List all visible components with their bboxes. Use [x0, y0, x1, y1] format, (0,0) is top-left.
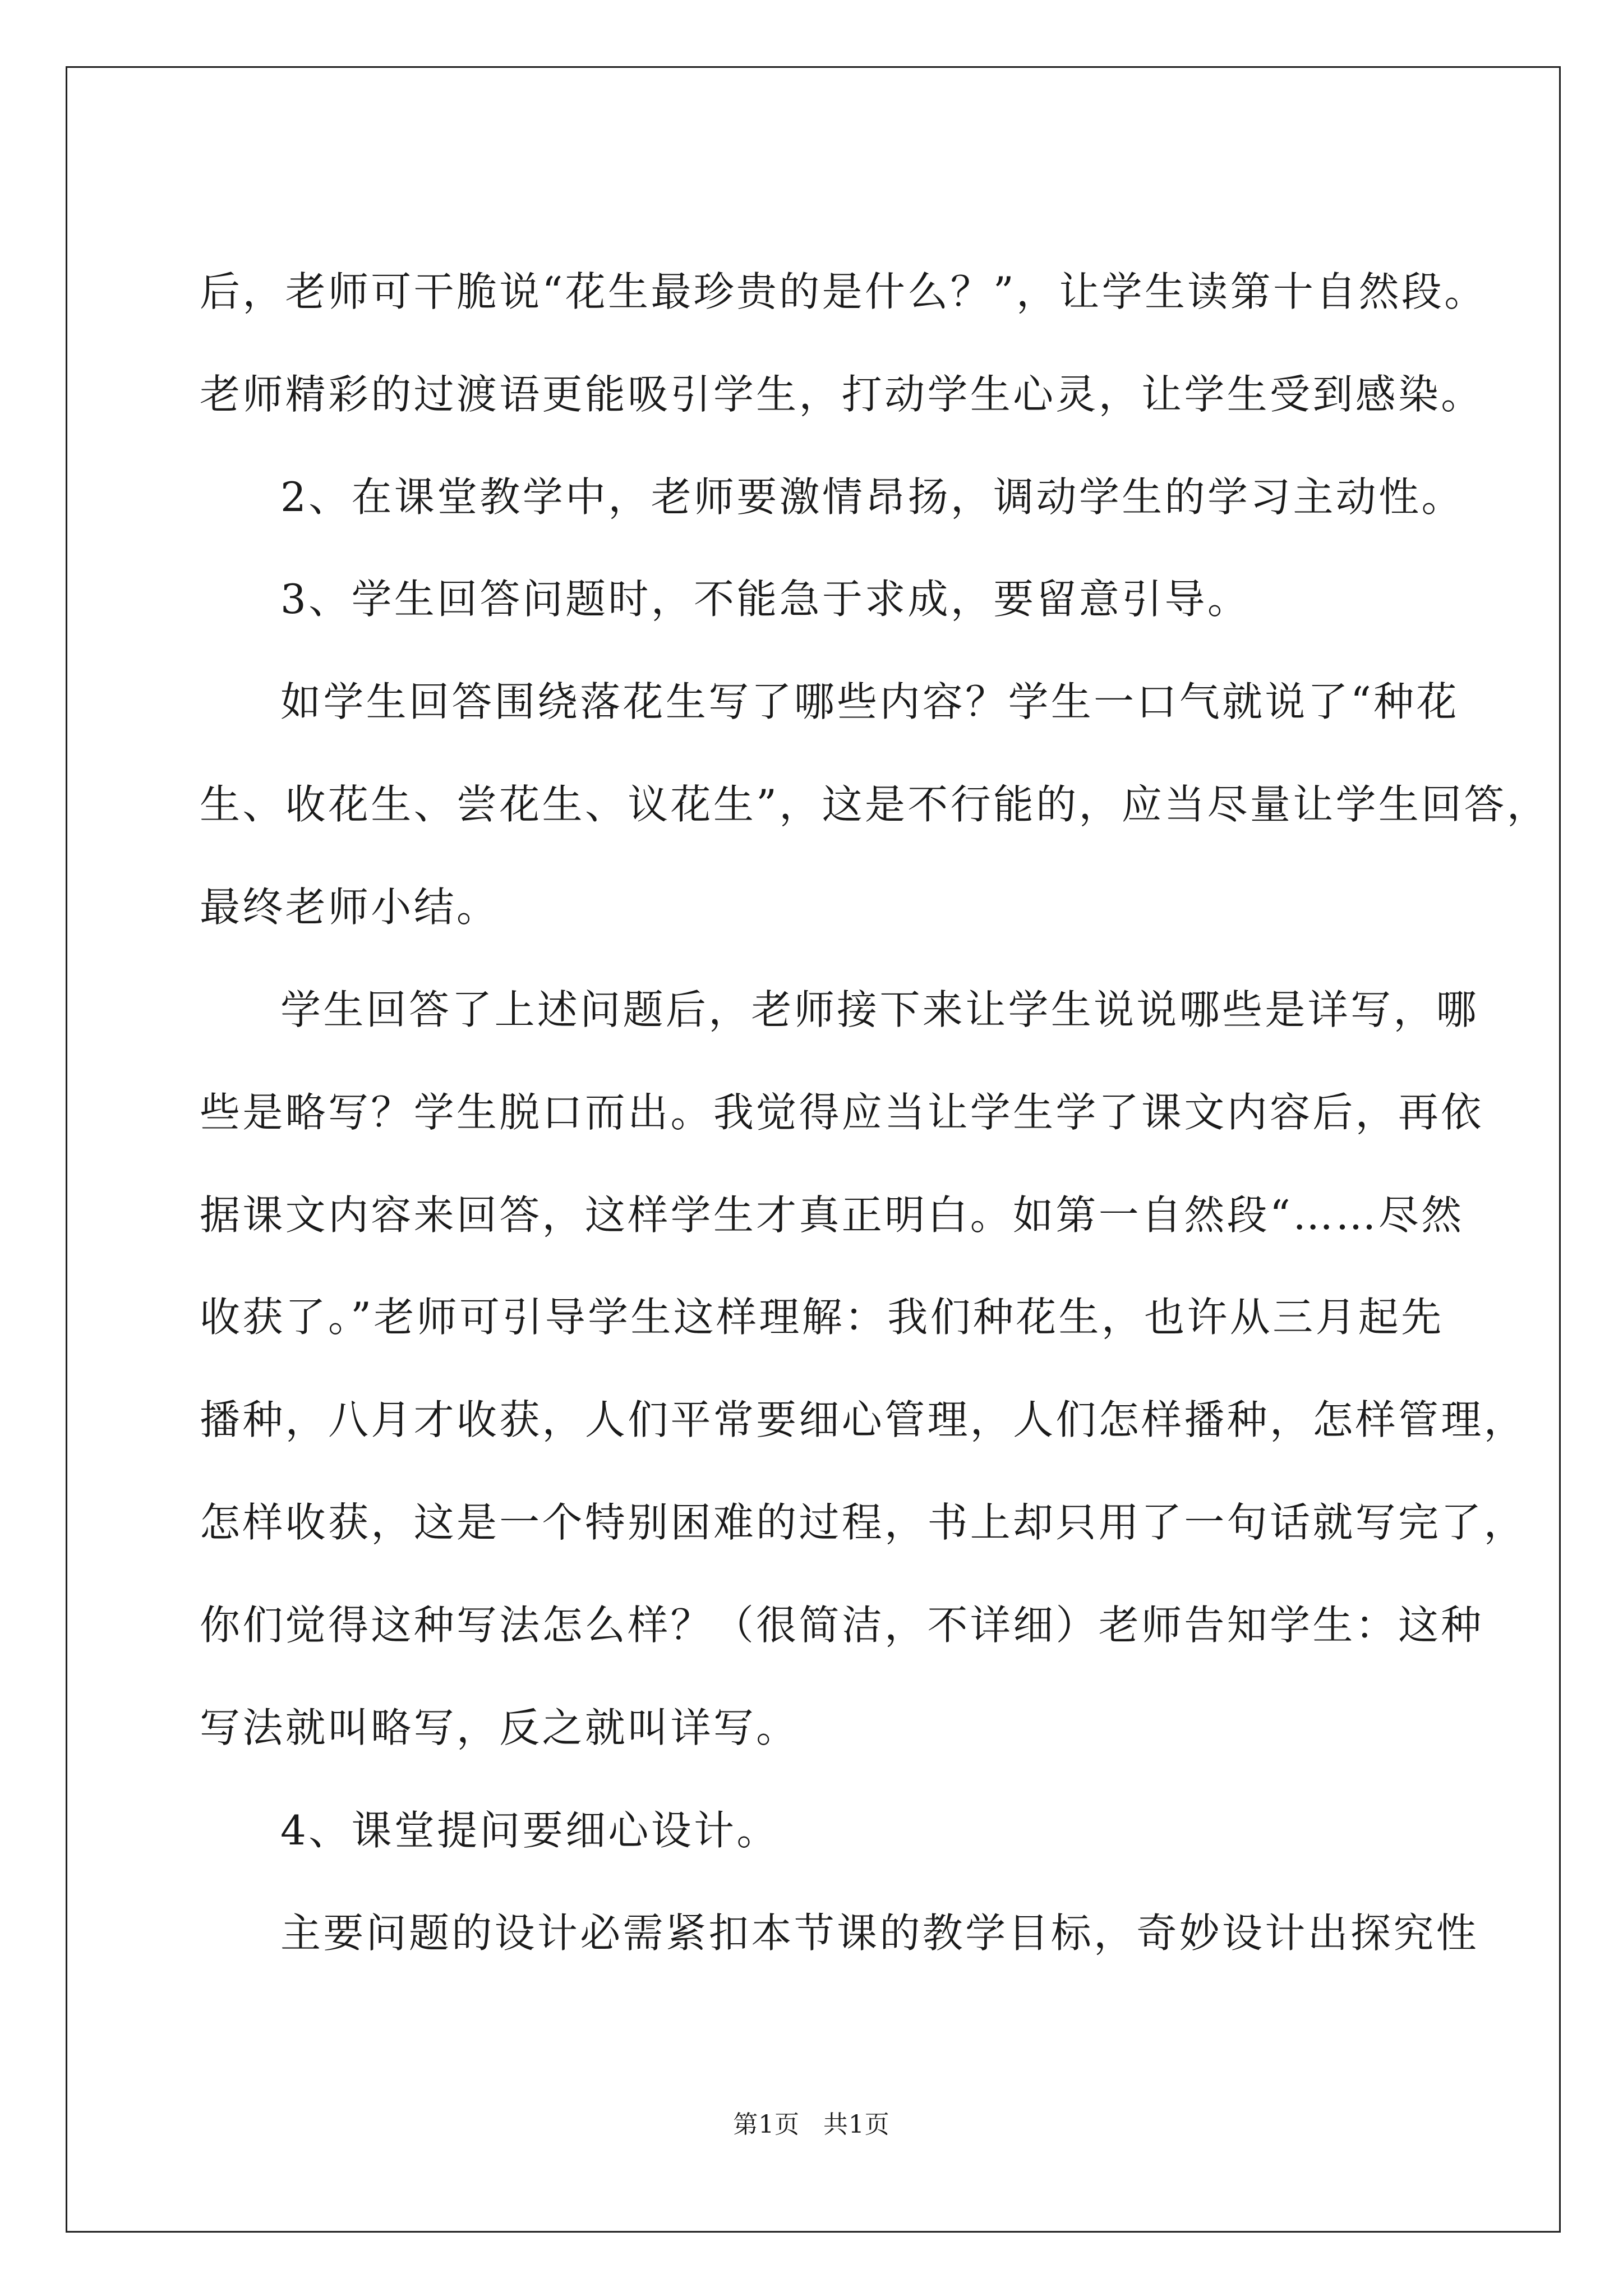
text-line: 播种，八月才收获，人们平常要细心管理，人们怎样播种，怎样管理，	[200, 1396, 1527, 1443]
text-line: 怎样收获，这是一个特别困难的过程，书上却只用了一句话就写完了，	[200, 1499, 1527, 1546]
text-line: 后，老师可干脆说“花生最珍贵的是什么？”，让学生读第十自然段。	[200, 268, 1487, 315]
page-number-current: 第1页	[733, 2110, 800, 2139]
text-line: 如学生回答围绕落花生写了哪些内容？学生一口气就说了“种花	[280, 678, 1459, 725]
text-line: 生、收花生、尝花生、议花生”，这是不行能的，应当尽量让学生回答，	[200, 781, 1550, 828]
text-line: 学生回答了上述问题后，老师接下来让学生说说哪些是详写，哪	[280, 986, 1479, 1033]
text-line: 老师精彩的过渡语更能吸引学生，打动学生心灵，让学生受到感染。	[200, 371, 1484, 418]
page-number-total: 共1页	[823, 2110, 890, 2139]
text-line: 最终老师小结。	[200, 884, 500, 931]
text-line: 写法就叫略写，反之就叫详写。	[200, 1704, 799, 1751]
text-line: 4、课堂提问要细心设计。	[280, 1807, 780, 1854]
text-line: 3、学生回答问题时，不能急于求成，要留意引导。	[280, 576, 1251, 623]
text-line: 收获了。”老师可引导学生这样理解：我们种花生，也许从三月起先	[200, 1294, 1444, 1341]
text-line: 些是略写？学生脱口而出。我觉得应当让学生学了课文内容后，再依	[200, 1089, 1484, 1136]
page-footer	[0, 2108, 1623, 2142]
text-line: 你们觉得这种写法怎么样？（很简洁，不详细）老师告知学生：这种	[200, 1602, 1484, 1649]
text-line: 据课文内容来回答，这样学生才真正明白。如第一自然段“……尽然	[200, 1191, 1464, 1239]
text-line: 2、在课堂教学中，老师要激情昂扬，调动学生的学习主动性。	[280, 473, 1464, 521]
text-line: 主要问题的设计必需紧扣本节课的教学目标，奇妙设计出探究性	[280, 1910, 1479, 1957]
